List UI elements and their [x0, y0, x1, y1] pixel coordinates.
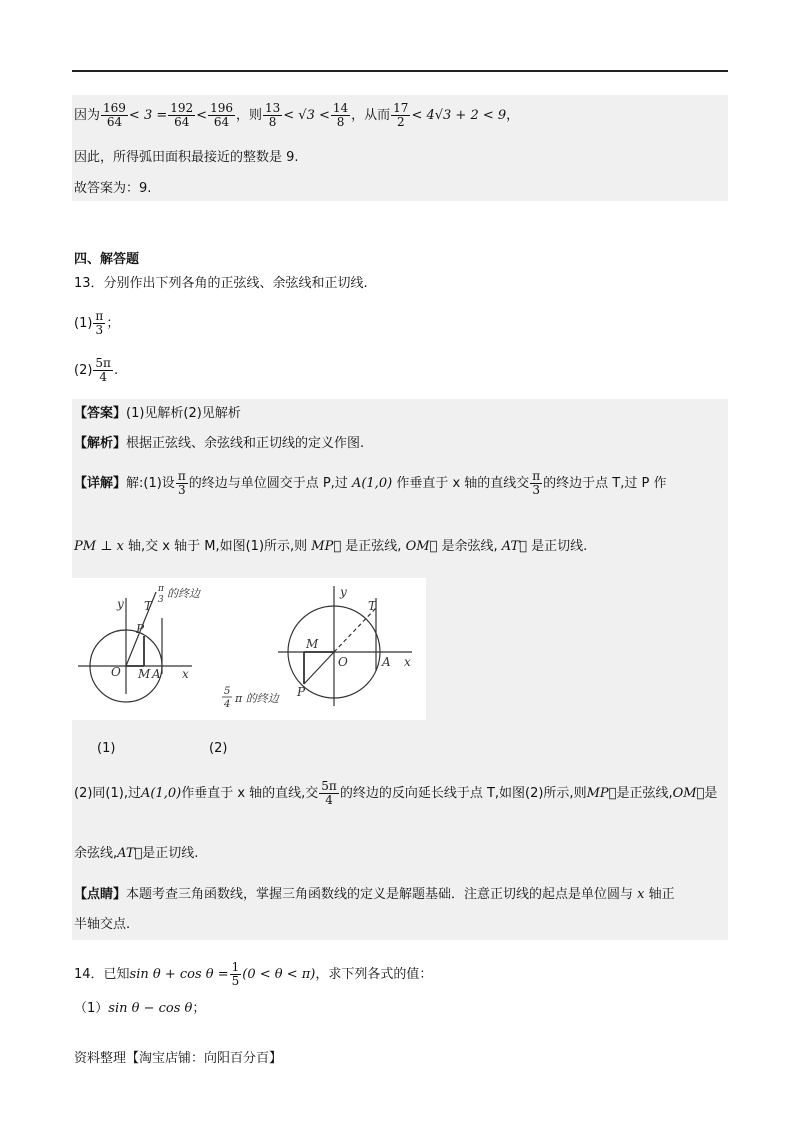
figure-panel — [72, 578, 426, 720]
comment-line-2: 半轴交点. — [74, 917, 131, 932]
answer-line: 【答案】(1)见解析(2)见解析 — [74, 406, 241, 421]
svg-text:A: A — [152, 667, 161, 681]
svg-text:π 的终边: π 的终边 — [235, 692, 279, 705]
svg-text:M: M — [306, 637, 319, 651]
svg-text:P: P — [297, 685, 306, 699]
svg-text:5: 5 — [224, 686, 231, 697]
svg-text:4: 4 — [224, 699, 231, 710]
q14-stem: 14．已知sin θ + cos θ = $\frac{1}{5}$ (0 < θ < π)，求下列各式的值： — [74, 960, 433, 988]
part2-line: (2)同(1),过A(1,0)作垂直于 x 轴的直线,交 $\frac{5\pi}{4}$ 的终边的反向延长线于点 T,如图(2)所示,则MP⃗是正弦线,OM⃗是 — [74, 779, 718, 807]
q13-part1: (1) $\frac{\pi}{3}$ ； — [74, 309, 120, 337]
q13-part2: (2) $\frac{5\pi}{4}$ . — [74, 356, 119, 384]
analysis-line: 【解析】根据正弦线、余弦线和正切线的定义作图. — [74, 436, 365, 451]
q14-part1: （1）sin θ − cos θ； — [74, 1001, 206, 1016]
detail-line: 【详解】解:(1)设 $\frac{\pi}{3}$ 的终边与单位圆交于点 P,过 A(1,0) 作垂直于 x 轴的直线交 $\frac{\pi}{3}$ 的终边于点 T,过 P 作 — [74, 469, 667, 497]
svg-text:y: y — [117, 597, 124, 611]
figure-1 — [78, 592, 192, 702]
q13-stem: 13．分别作出下列各角的正弦线、余弦线和正切线. — [74, 276, 368, 291]
svg-text:的终边: 的终边 — [167, 587, 200, 600]
footer-text: 资料整理【淘宝店铺：向阳百分百】 — [74, 1051, 283, 1066]
part2-line-2: 余弦线,AT⃗是正切线. — [74, 846, 199, 861]
pm-line: PM ⊥ x 轴,交 x 轴于 M,如图(1)所示,则 MP⃗ 是正弦线, OM⃗ 是余弦线, AT⃗ 是正切线. — [74, 539, 588, 554]
header-rule — [72, 70, 728, 72]
figure-label-1: (1) — [97, 741, 116, 756]
figure-label-2: (2) — [209, 741, 228, 756]
comment-line: 【点睛】本题考查三角函数线，掌握三角函数线的定义是解题基础．注意正切线的起点是单位圆与 x 轴正 — [74, 887, 675, 902]
svg-text:x: x — [182, 667, 189, 681]
unit-circle-figures — [72, 578, 426, 720]
svg-text:T: T — [368, 599, 377, 613]
svg-text:O: O — [111, 665, 121, 679]
section-title: 四、解答题 — [74, 252, 140, 267]
svg-text:A: A — [382, 655, 391, 669]
svg-text:y: y — [340, 585, 347, 599]
solution-line-2: 因此，所得弧田面积最接近的整数是 9. — [74, 150, 299, 165]
solution-line-1: 因为 $\frac{169}{64}$ < 3 = $\frac{192}{64}$ < $\frac{196}{64}$ ，则 $\frac{13}{8}$ < √3 < $\frac{14}{8}$ ，从而 $\frac{17}{2}$ < 4√3 + 2 < 9， — [74, 101, 520, 129]
solution-line-3: 故答案为：9. — [74, 181, 152, 196]
svg-text:x: x — [404, 655, 411, 669]
svg-text:T: T — [144, 599, 153, 613]
svg-text:P: P — [136, 622, 145, 636]
svg-text:π: π — [158, 584, 164, 594]
svg-text:3: 3 — [158, 595, 164, 605]
svg-text:M: M — [138, 667, 151, 681]
svg-text:O: O — [338, 655, 348, 669]
